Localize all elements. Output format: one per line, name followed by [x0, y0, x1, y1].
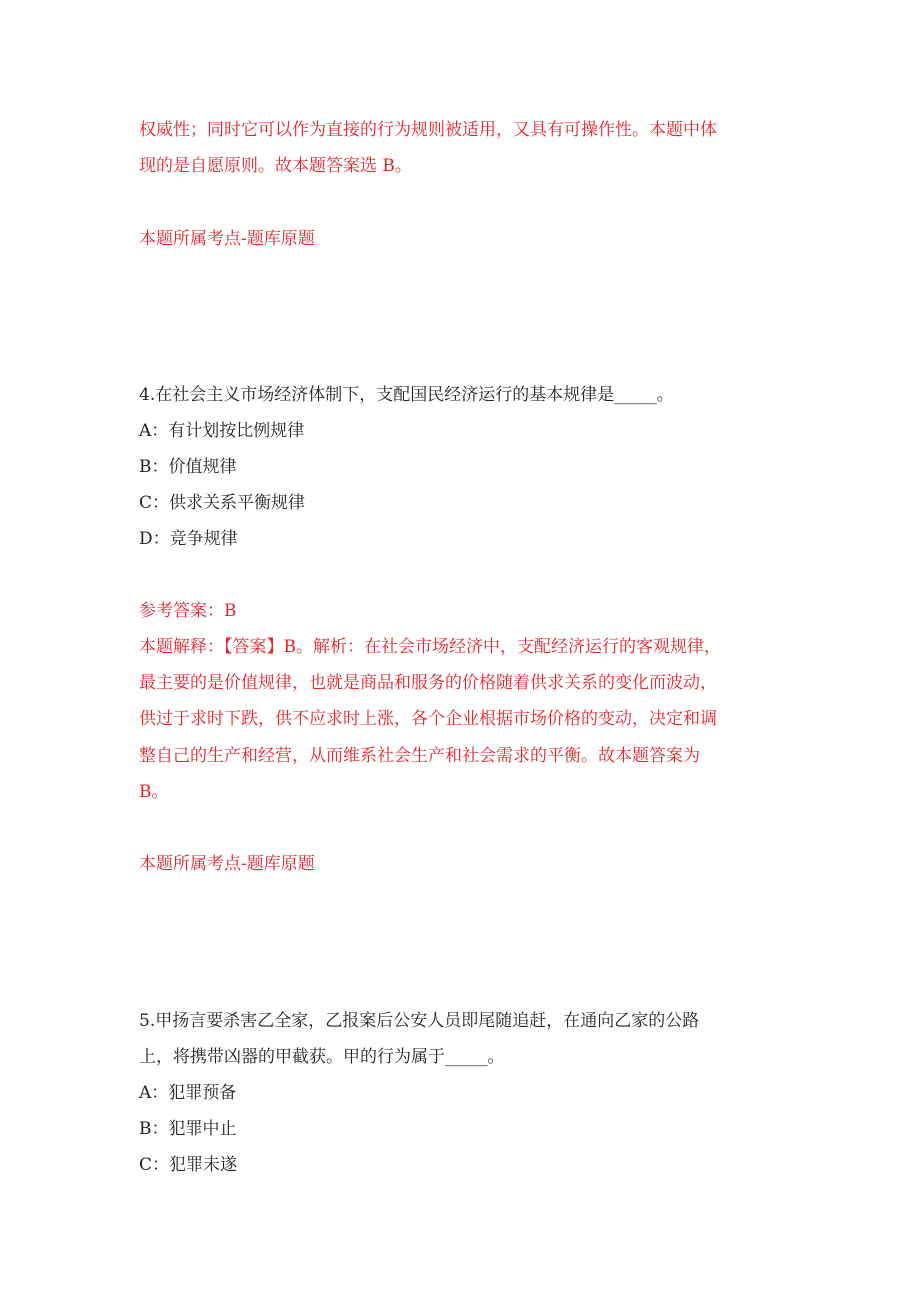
question-4-option-a: A：有计划按比例规律 — [139, 421, 305, 441]
question-5-stem-line-1: 5.甲扬言要杀害乙全家，乙报案后公安人员即尾随追赶，在通向乙家的公路 — [139, 1011, 700, 1031]
question-4-explanation-line-2: 最主要的是价值规律，也就是商品和服务的价格随着供求关系的变化而波动， — [139, 673, 717, 693]
prev-explanation-line-1: 权威性；同时它可以作为直接的行为规则被适用，又具有可操作性。本题中体 — [139, 120, 717, 140]
question-5-option-a: A：犯罪预备 — [139, 1083, 237, 1103]
question-4-explanation-line-3: 供过于求时下跌，供不应求时上涨，各个企业根据市场价格的变动，决定和调 — [139, 709, 717, 729]
question-4-answer: 参考答案：B — [139, 601, 237, 621]
question-4-option-c: C：供求关系平衡规律 — [139, 493, 306, 513]
question-4-stem: 4.在社会主义市场经济体制下，支配国民经济运行的基本规律是_____。 — [139, 385, 674, 405]
question-5-stem-line-2: 上，将携带凶器的甲截获。甲的行为属于_____。 — [139, 1047, 505, 1067]
question-4-option-d: D：竞争规律 — [139, 529, 238, 549]
question-4-topic-tag: 本题所属考点-题库原题 — [139, 854, 315, 874]
prev-topic-tag: 本题所属考点-题库原题 — [139, 229, 315, 249]
question-5-option-c: C：犯罪未遂 — [139, 1155, 238, 1175]
question-4-explanation-line-5: B。 — [139, 782, 169, 802]
question-4-option-b: B：价值规律 — [139, 457, 237, 477]
question-4-explanation-line-4: 整自己的生产和经营，从而维系社会生产和社会需求的平衡。故本题答案为 — [139, 746, 700, 766]
prev-explanation-line-2: 现的是自愿原则。故本题答案选 B。 — [139, 156, 412, 176]
question-4-explanation-line-1: 本题解释：【答案】B。解析：在社会市场经济中，支配经济运行的客观规律， — [139, 637, 721, 657]
question-5-option-b: B：犯罪中止 — [139, 1119, 237, 1139]
